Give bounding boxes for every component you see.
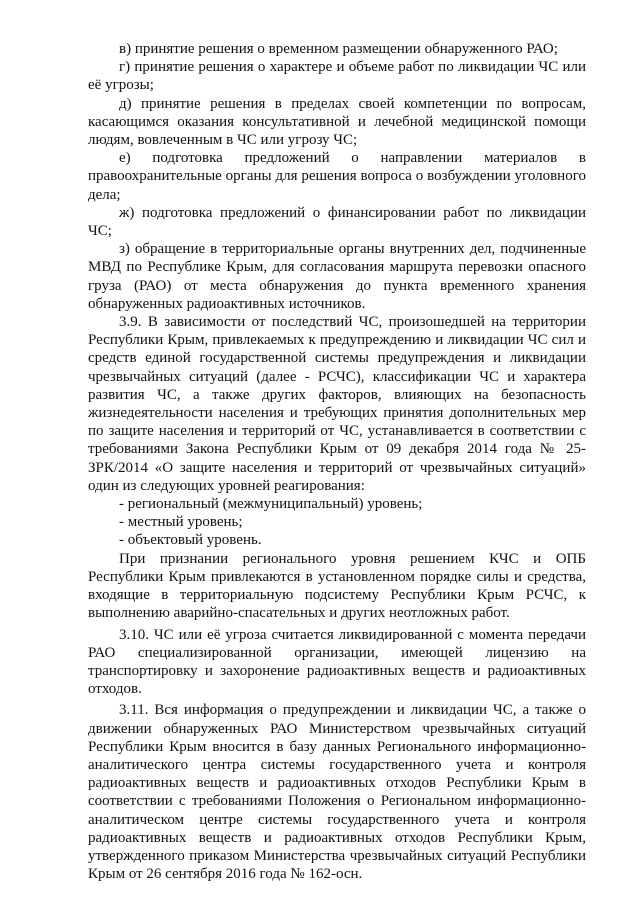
list-item-local-level: - местный уровень;: [119, 514, 243, 531]
paragraph-3-9: 3.9. В зависимости от последствий ЧС, произошедшей на территории Республики Крым, привлекаемых к предупреждению и ликвидации ЧС сил и средств единой государственной системы предупреждения и ликвидации чрезвычайных ситуаций (далее - РСЧС), классификации ЧС и характера развития ЧС, а также других факторов, влияющих на безопасность жизнедеятельности населения и требующих принятия дополнительных мер по защите населения и территорий от ЧС, устанавливается в соответствии с требованиями Закона Республики Крым от 09 декабря 2014 года № 25-ЗРК/2014 «О защите населения и территорий от чрезвычайных ситуаций» один из следующих уровней реагирования:: [88, 314, 586, 494]
document-body: [88, 40, 586, 883]
list-item-regional-level: - региональный (межмуниципальный) уровень;: [119, 496, 423, 513]
paragraph-v: в) принятие решения о временном размещении обнаруженного РАО;: [119, 41, 558, 57]
paragraph-3-10: 3.10. ЧС или её угроза считается ликвидированной с момента передачи РАО специализированной организации, имеющей лицензию на транспортировку и захоронение радиоактивных веществ и радиоактивных отходов.: [88, 626, 586, 698]
paragraph-e: е) подготовка предложений о направлении материалов в правоохранительные органы для решения вопроса о возбуждении уголовного дела;: [88, 150, 586, 203]
paragraph-zh: ж) подготовка предложений о финансировании работ по ликвидации ЧС;: [88, 204, 586, 240]
paragraph-3-11: 3.11. Вся информация о предупреждении и ликвидации ЧС, а также о движении обнаруженных РАО Министерством чрезвычайных ситуаций Республики Крым вносится в базу данных Регионального информационно-аналитического центра системы государственного учета и контроля радиоактивных веществ и радиоактивных отходов Республики Крым в соответствии с требованиями Положения о Региональном информационно-аналитическом центре системы государственного учета и контроля радиоактивных веществ и радиоактивных отходов Республики Крым, утвержденного приказом Министерства чрезвычайных ситуаций Республики Крым от 26 сентября 2016 года № 162-осн.: [88, 702, 586, 883]
paragraph-d: д) принятие решения в пределах своей компетенции по вопросам, касающимся оказания консультативной и лечебной медицинской помощи людям, вовлеченным в ЧС или угрозу ЧС;: [88, 95, 586, 149]
paragraph-z: з) обращение в территориальные органы внутренних дел, подчиненные МВД по Республике Крым, для согласования маршрута перевозки опасного груза (РАО) от места обнаружения до пункта временного хранения обнаруженных радиоактивных источников.: [88, 241, 586, 312]
paragraph-kchs: При признании регионального уровня решением КЧС и ОПБ Республики Крым привлекаются в установленном порядке силы и средства, входящие в территориальную подсистему Республики Крым РСЧС, к выполнению аварийно-спасательных и других неотложных работ.: [88, 550, 586, 622]
list-item-object-level: - объектовый уровень.: [119, 532, 262, 549]
paragraph-g: г) принятие решения о характере и объеме работ по ликвидации ЧС или её угрозы;: [88, 59, 586, 94]
